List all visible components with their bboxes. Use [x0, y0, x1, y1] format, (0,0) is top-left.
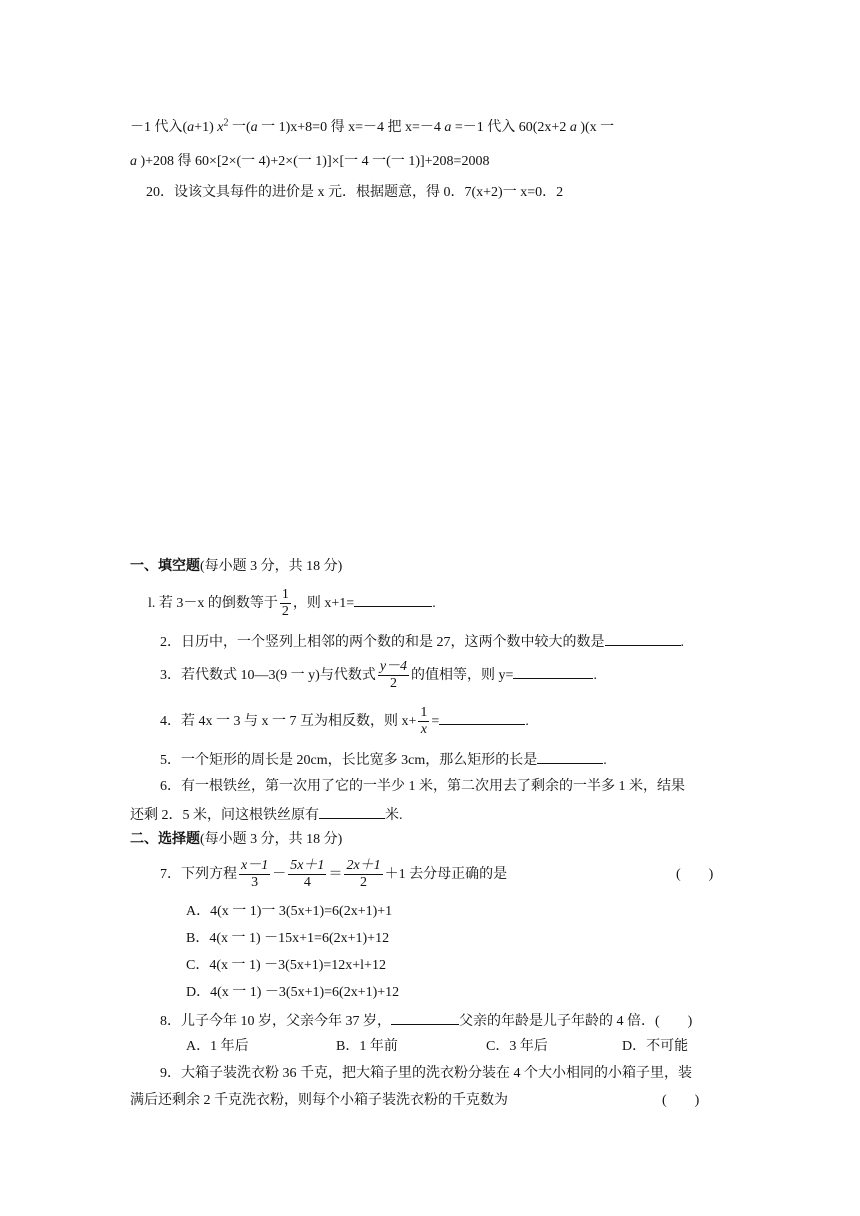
- section-heading-multiple-choice: 二、选择题(每小题 3 分，共 18 分): [130, 832, 343, 847]
- fraction-y-minus-4-over-2: $\frac{y-4}{2}$: [379, 659, 408, 692]
- question-7: 7．下列方程 $\frac{x-1}{3}$ － $\frac{5x+1}{4}$ ＝ $\frac{2x+1}{2}$ ＋1 去分母正确的是: [160, 858, 508, 891]
- answer-blank: [513, 664, 593, 679]
- question-3: 3．若代数式 10—3(9 一 y)与代数式 $\frac{y-4}{2}$ 的值相等，则 y= .: [160, 659, 597, 692]
- fraction-2x-plus-1-over-2: $\frac{2x+1}{2}$: [346, 858, 381, 891]
- question-9-line-2: 满后还剩余 2 千克洗衣粉，则每个小箱子装洗衣粉的千克数为: [130, 1093, 508, 1108]
- option-d: D．4(x 一 1) －3(5x+1)=6(2x+1)+12: [186, 985, 400, 1000]
- option-d: D．不可能: [622, 1039, 689, 1054]
- answer-blank: [391, 1010, 459, 1025]
- answer-blank: [439, 710, 525, 725]
- solution-line-1: －1 代入(a+1) $x^2$ 一(a 一 1)x+8=0 得 x=－4 把 x=－4 a =－1 代入 60(2x+2 a )(x 一: [130, 117, 615, 135]
- question-5: 5．一个矩形的周长是 20cm，长比宽多 3cm，那么矩形的长是 .: [160, 749, 607, 771]
- answer-blank: [605, 631, 681, 646]
- fraction-one-over-x: $\frac{1}{x}$: [420, 705, 428, 738]
- question-6-line-2: 还剩 2．5 米，问这根铁丝原有 米.: [130, 804, 403, 826]
- option-b: B．1 年前: [336, 1039, 398, 1054]
- answer-blank: [319, 804, 385, 819]
- answer-blank: [537, 749, 603, 764]
- section-heading-fill-in: 一、填空题(每小题 3 分，共 18 分): [130, 559, 343, 574]
- option-a: A．4(x 一 1)一 3(5x+1)=6(2x+1)+1: [186, 904, 393, 919]
- fraction-x-minus-1-over-3: $\frac{x-1}{3}$: [241, 858, 269, 891]
- solution-line-3: 20．设该文具每件的进价是 x 元．根据题意，得 0．7(x+2)一 x=0．2: [146, 185, 564, 200]
- option-c: C．3 年后: [486, 1039, 548, 1054]
- solution-line-2: a )+208 得 60×[2×(一 4)+2×(一 1)]×[一 4 一(一 1)]+208=2008: [130, 154, 490, 169]
- answer-parentheses: ( ): [662, 1093, 700, 1108]
- question-9-line-1: 9．大箱子装洗衣粉 36 千克，把大箱子里的洗衣粉分装在 4 个大小相同的小箱子里，装: [160, 1066, 692, 1081]
- question-8: 8．儿子今年 10 岁，父亲今年 37 岁， 父亲的年龄是儿子年龄的 4 倍．( ): [160, 1010, 692, 1032]
- answer-parentheses: ( ): [676, 867, 714, 882]
- option-a: A．1 年后: [186, 1039, 249, 1054]
- fraction-one-half: $\frac{1}{2}$: [281, 587, 289, 620]
- question-2: 2．日历中，一个竖列上相邻的两个数的和是 27，这两个数中较大的数是 .: [160, 631, 684, 653]
- answer-blank: [354, 592, 432, 607]
- option-c: C．4(x 一 1) －3(5x+1)=12x+l+12: [186, 958, 386, 973]
- option-b: B．4(x 一 1) －15x+1=6(2x+1)+12: [186, 931, 390, 946]
- question-6-line-1: 6．有一根铁丝，第一次用了它的一半少 1 米，第二次用去了剩余的一半多 1 米，结果: [160, 779, 685, 794]
- question-4: 4．若 4x 一 3 与 x 一 7 互为相反数，则 x+ $\frac{1}{x}$ = .: [160, 705, 529, 738]
- fraction-5x-plus-1-over-4: $\frac{5x+1}{4}$: [290, 858, 325, 891]
- question-1: l. 若 3－x 的倒数等于 $\frac{1}{2}$ ，则 x+1= .: [148, 587, 436, 620]
